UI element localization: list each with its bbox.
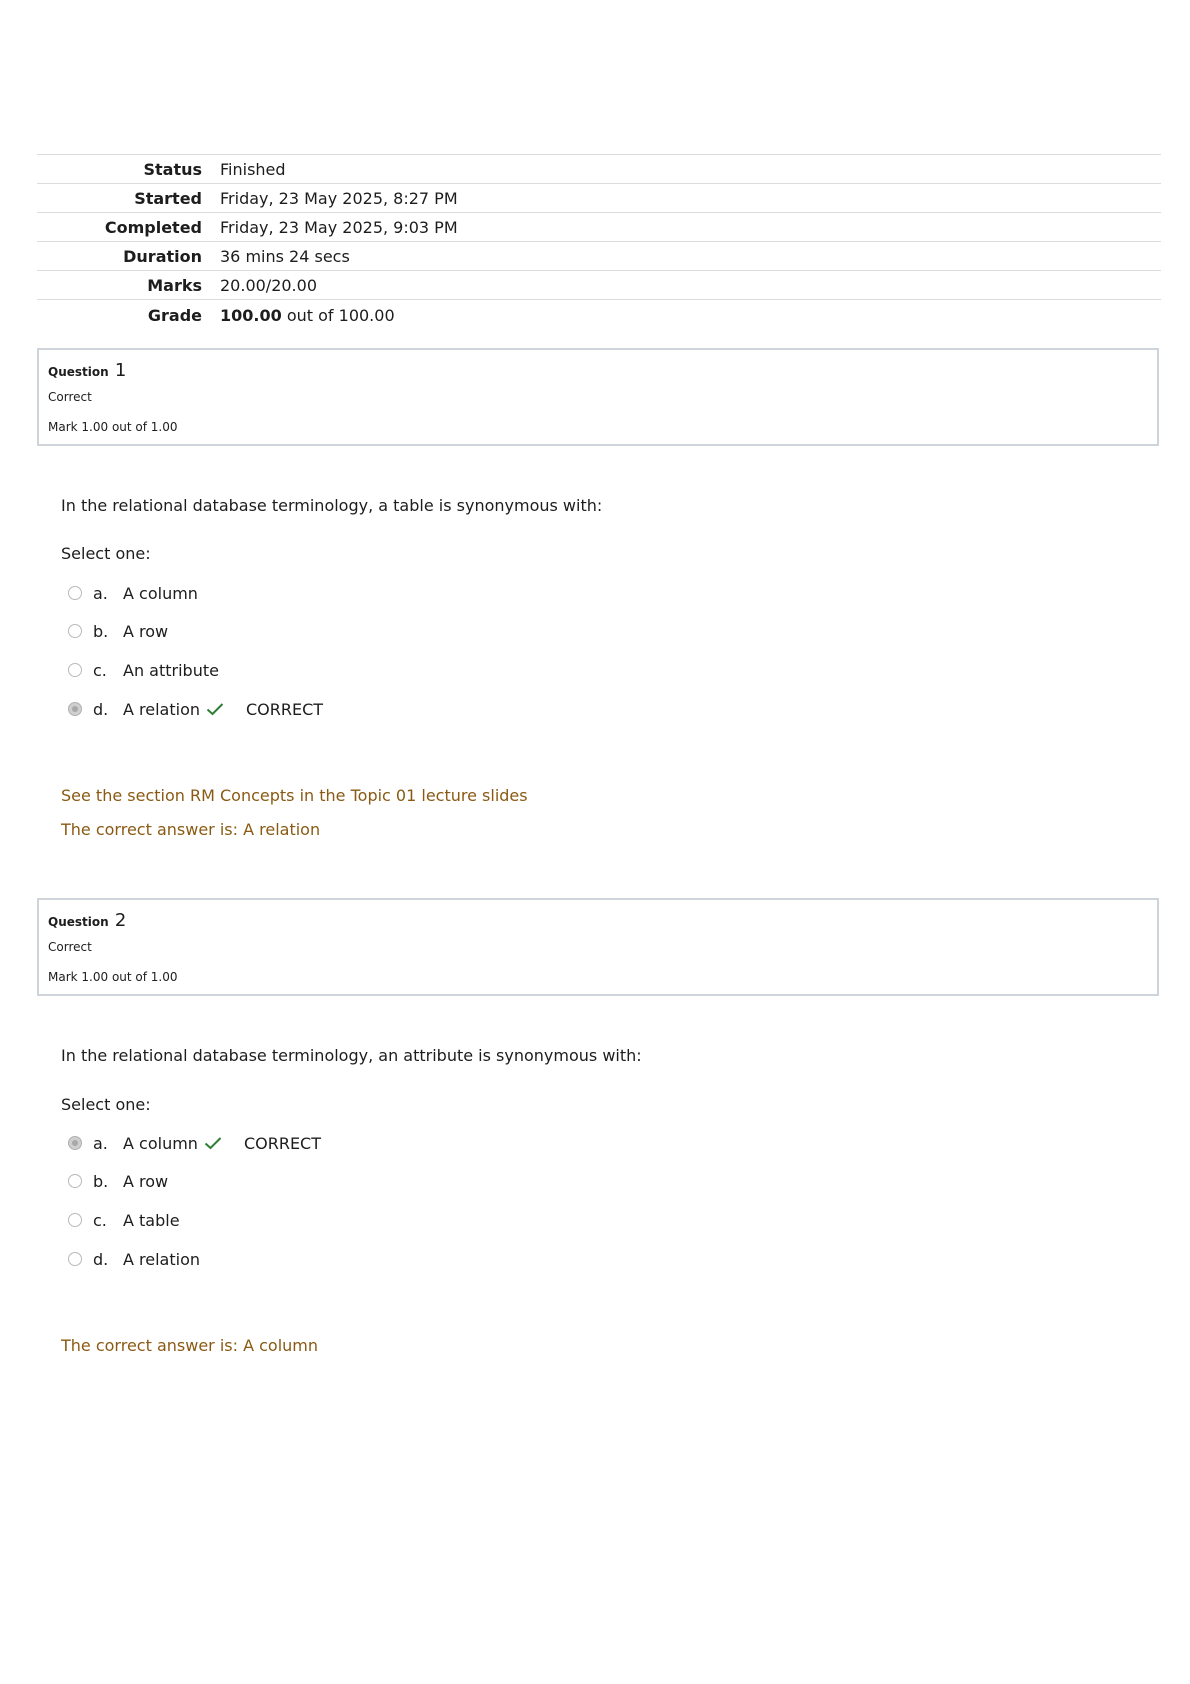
grade-suffix: out of 100.00	[286, 305, 395, 325]
summary-label: Started	[134, 188, 202, 208]
summary-row-grade	[37, 300, 1161, 330]
question-number	[48, 360, 126, 381]
check-icon	[204, 1136, 222, 1150]
answer-text: An attribute	[123, 660, 219, 680]
answer-option-selected[interactable]	[68, 1131, 321, 1155]
question-word: Question	[48, 365, 109, 379]
summary-label: Duration	[123, 246, 202, 266]
answer-text: A row	[123, 1171, 169, 1191]
answer-letter: c.	[93, 1210, 107, 1230]
summary-label: Marks	[147, 275, 202, 295]
radio-icon[interactable]	[68, 1252, 82, 1266]
answer-option[interactable]	[68, 619, 168, 643]
summary-row-duration	[37, 242, 1161, 271]
summary-row-marks	[37, 271, 1161, 300]
answer-option[interactable]	[68, 581, 198, 605]
answer-option-selected[interactable]	[68, 697, 323, 721]
summary-value: Finished	[220, 159, 286, 179]
select-one-prompt: Select one:	[61, 1095, 151, 1114]
answer-text: A relation	[123, 1249, 200, 1269]
radio-icon[interactable]	[68, 663, 82, 677]
summary-value: 20.00/20.00	[220, 275, 317, 295]
answer-option[interactable]	[68, 1208, 180, 1232]
question-mark: Mark 1.00 out of 1.00	[48, 420, 178, 434]
radio-icon[interactable]	[68, 702, 82, 716]
answer-letter: b.	[93, 1171, 109, 1191]
select-one-prompt: Select one:	[61, 544, 151, 563]
answer-option[interactable]	[68, 1247, 200, 1271]
question-num: 2	[114, 910, 127, 931]
answer-text: A column	[123, 1133, 198, 1153]
answer-text: A column	[123, 583, 198, 603]
general-feedback: See the section RM Concepts in the Topic 01 lecture slides	[61, 786, 528, 805]
answer-feedback: CORRECT	[243, 1133, 321, 1153]
grade-score: 100.00	[220, 305, 282, 325]
answer-text: A relation	[123, 699, 200, 719]
answer-letter: d.	[93, 1249, 109, 1269]
question-info-box	[37, 898, 1159, 996]
question-state: Correct	[48, 390, 92, 404]
summary-value: 36 mins 24 secs	[220, 246, 350, 266]
answer-option[interactable]	[68, 1169, 168, 1193]
question-text: In the relational database terminology, a table is synonymous with:	[61, 496, 603, 515]
summary-value: Friday, 23 May 2025, 9:03 PM	[220, 217, 458, 237]
summary-value	[220, 306, 395, 325]
answer-letter: d.	[93, 699, 109, 719]
question-mark: Mark 1.00 out of 1.00	[48, 970, 178, 984]
answer-text: A table	[123, 1210, 180, 1230]
answer-letter: c.	[93, 660, 107, 680]
answer-letter: b.	[93, 621, 109, 641]
right-answer: The correct answer is: A column	[61, 1336, 319, 1355]
radio-icon[interactable]	[68, 1213, 82, 1227]
question-info-box	[37, 348, 1159, 446]
answer-option[interactable]	[68, 658, 219, 682]
summary-row-status	[37, 155, 1161, 184]
radio-icon[interactable]	[68, 1136, 82, 1150]
answer-letter: a.	[93, 583, 108, 603]
summary-row-started	[37, 184, 1161, 213]
summary-label: Grade	[147, 305, 202, 325]
question-word: Question	[48, 915, 109, 929]
summary-label: Status	[143, 159, 202, 179]
right-answer: The correct answer is: A relation	[61, 820, 321, 839]
check-icon	[206, 702, 224, 716]
question-state: Correct	[48, 940, 92, 954]
question-text: In the relational database terminology, an attribute is synonymous with:	[61, 1046, 642, 1065]
radio-icon[interactable]	[68, 1174, 82, 1188]
radio-icon[interactable]	[68, 586, 82, 600]
summary-row-completed	[37, 213, 1161, 242]
summary-value: Friday, 23 May 2025, 8:27 PM	[220, 188, 458, 208]
question-number	[48, 910, 126, 931]
question-num: 1	[114, 360, 127, 381]
radio-icon[interactable]	[68, 624, 82, 638]
attempt-summary-table	[37, 154, 1161, 330]
summary-label: Completed	[104, 217, 202, 237]
answer-feedback: CORRECT	[246, 699, 324, 719]
answer-text: A row	[123, 621, 169, 641]
answer-letter: a.	[93, 1133, 108, 1153]
